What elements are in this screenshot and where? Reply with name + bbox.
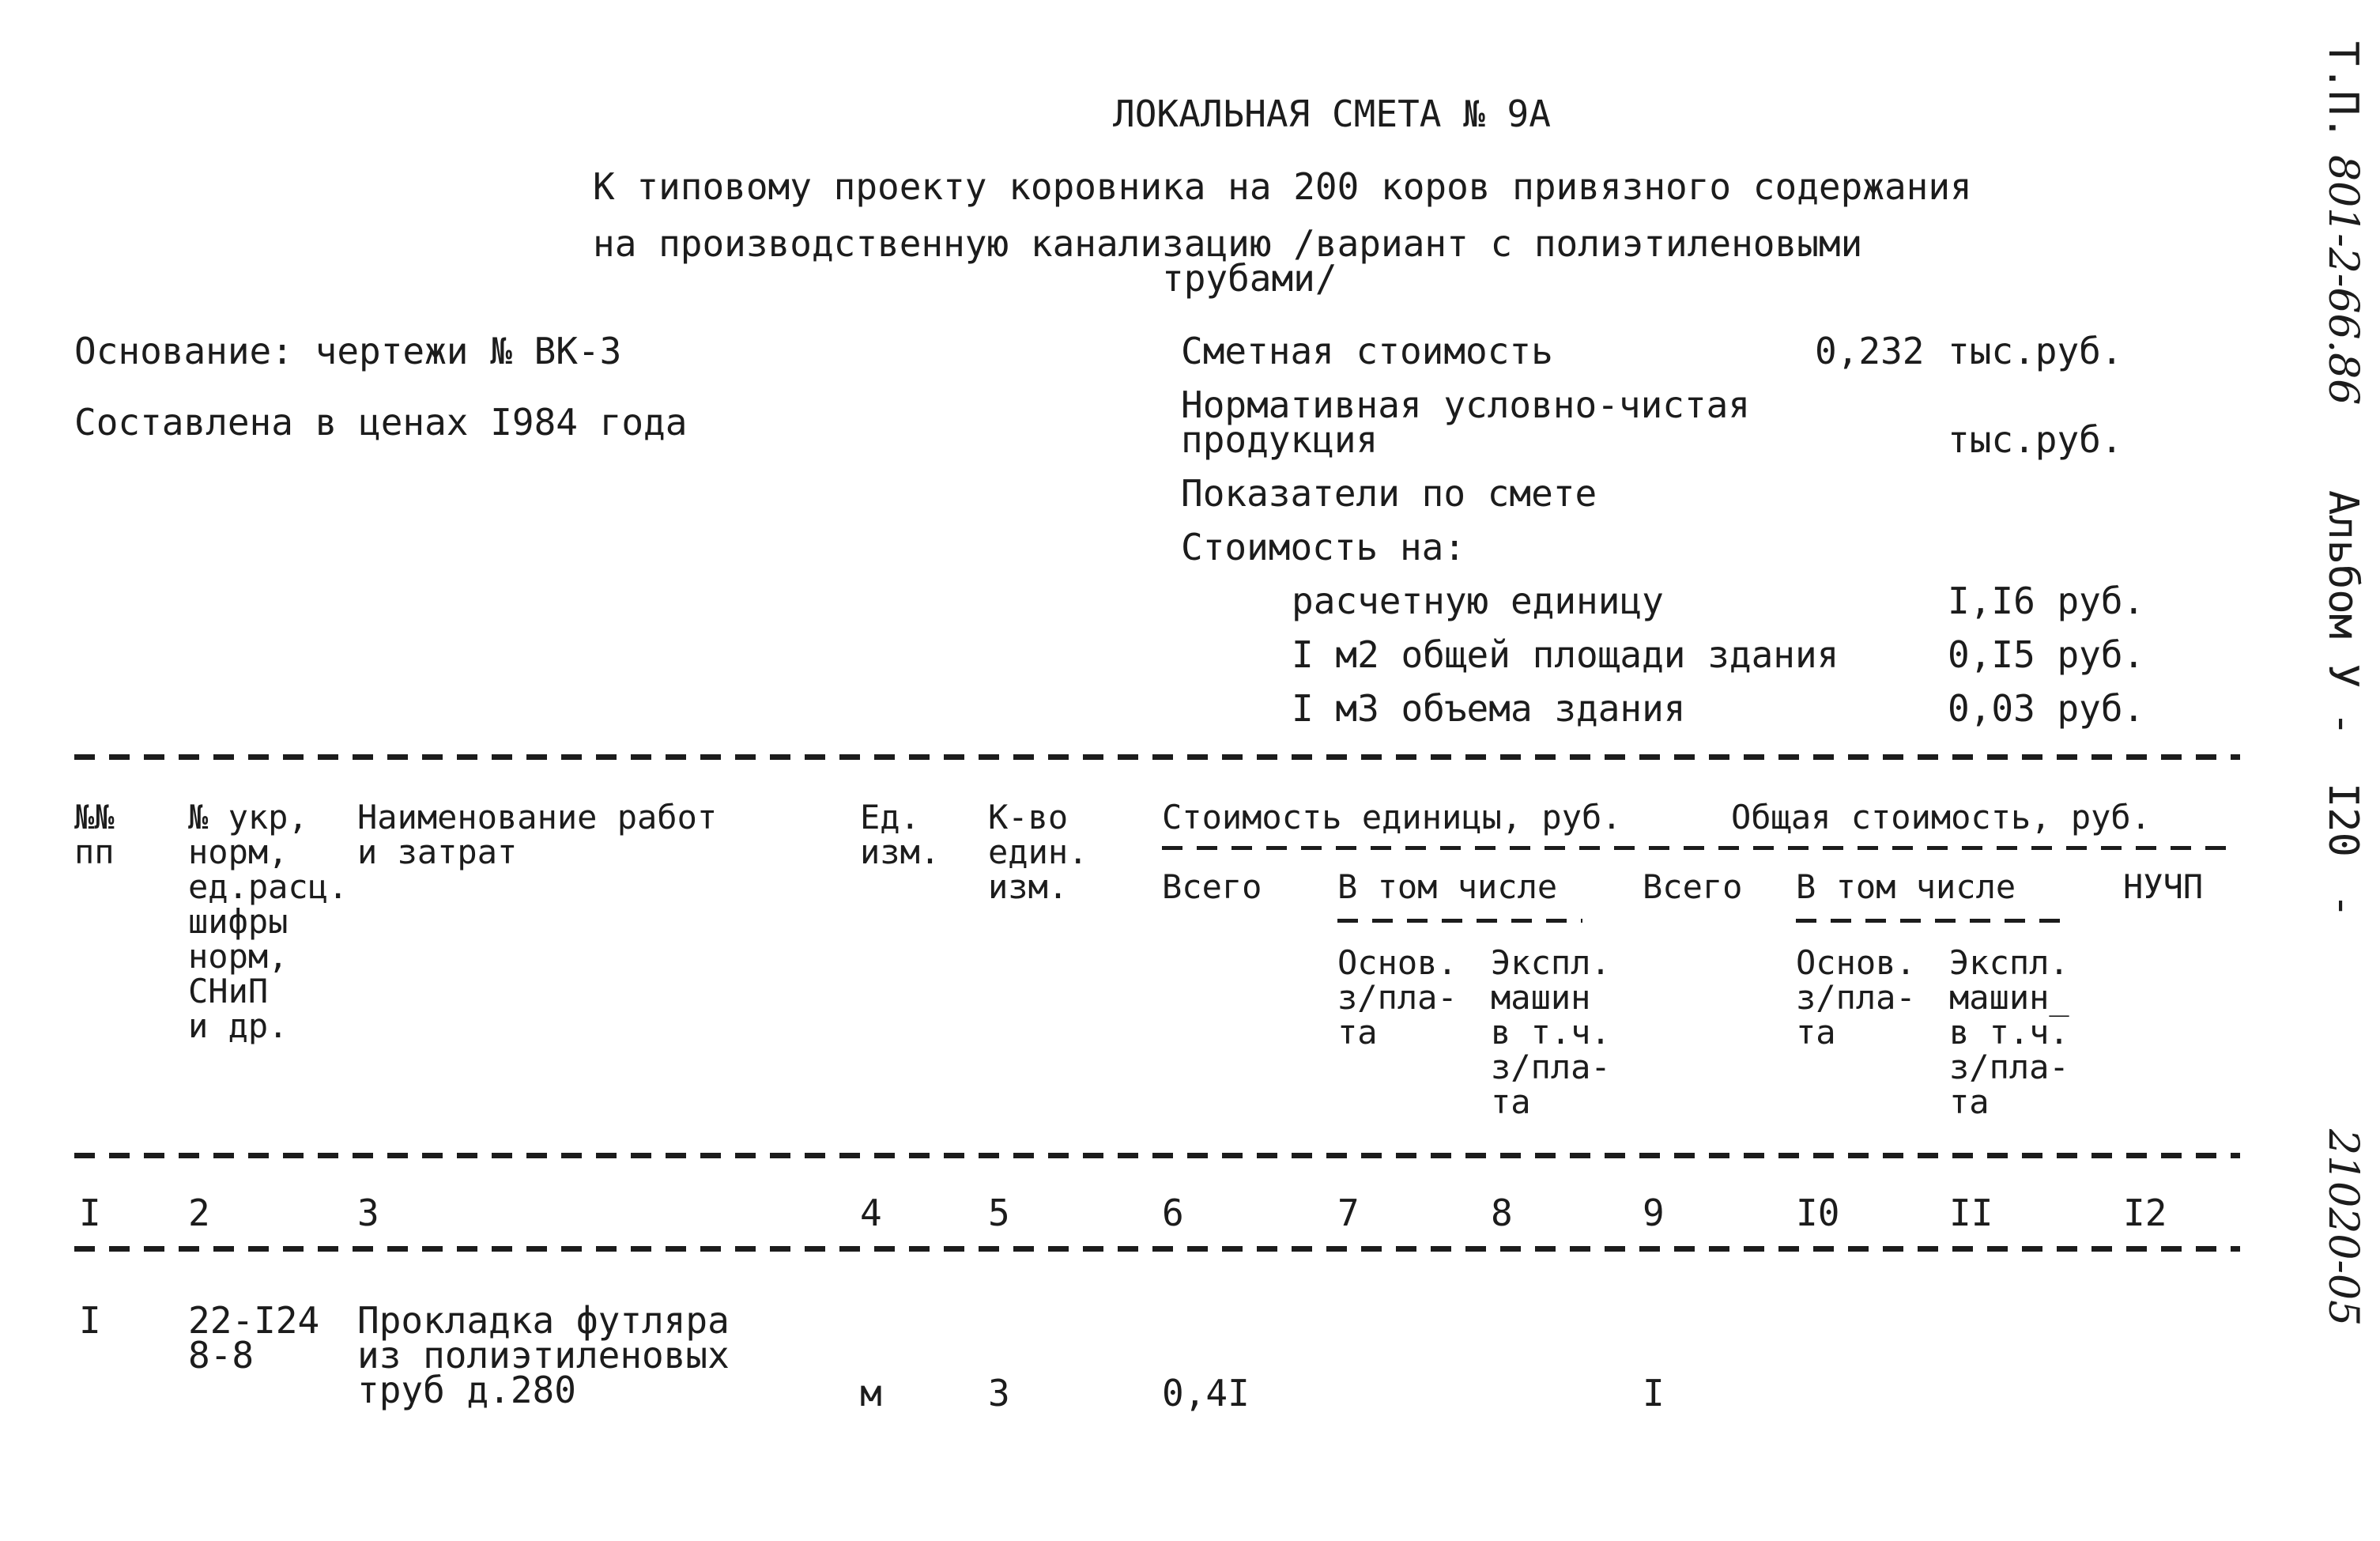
header-bottom-rule [74,1153,2240,1158]
estimate-cost-value: 0,232 [1815,330,1925,372]
margin-tp-number: 801-2-66.86 [2319,155,2367,406]
column-number: 8 [1491,1192,1513,1234]
normative-label-2: продукция [1181,418,1379,461]
unit-machines-line: та [1491,1082,1531,1121]
table-top-rule [74,754,2240,760]
grand-basic-wage-line: та [1796,1013,1836,1052]
row-number: I [79,1299,101,1342]
column-number: 7 [1337,1192,1360,1234]
col5-header-line: един. [988,833,1088,871]
col3-header-line: и затрат [357,833,518,871]
cost-header-rule [1162,846,2240,850]
prices-year-text: Составлена в ценах I984 года [74,401,688,444]
row-code-line: 8-8 [188,1334,255,1377]
unit-basic-wage-line: та [1337,1013,1378,1052]
subtitle-line-3: трубами/ [1162,257,1337,300]
subtitle-line-1: К типовому проекту коровника на 200 коров привязного содержания [593,165,1972,208]
total-cost-header: Общая стоимость, руб. [1731,798,2152,837]
column-number: 5 [988,1192,1010,1234]
unit-incl-header: В том числе [1337,867,1558,906]
row-total: I [1643,1372,1665,1414]
row-name-line: из полиэтиленовых [357,1334,730,1377]
grand-basic-wage-line: з/пла- [1796,978,1916,1017]
margin-doc-number: 21020-05 [2319,1129,2367,1327]
numbers-bottom-rule [74,1246,2240,1252]
unit-total-header: Всего [1162,867,1262,906]
margin-album: Альбом У [2319,490,2367,689]
margin-sep-2: - [2319,893,2367,919]
cost-per-label: Стоимость на: [1181,526,1466,568]
col1-header-line: №№ [74,798,115,837]
per-m2-value: 0,I5 руб. [1948,633,2145,676]
column-number: I0 [1796,1192,1840,1234]
basis-text: Основание: чертежи № ВК-3 [74,330,622,372]
indicators-label: Показатели по смете [1181,472,1597,515]
grand-machines-line: Экспл. [1949,943,2069,982]
unit-basic-wage-line: Основ. [1337,943,1458,982]
col2-header-line: СНиП [188,972,269,1010]
col4-header-line: изм. [860,833,941,871]
row-unit: м [860,1372,882,1414]
per-m2-label: I м2 общей площади здания [1292,633,1839,676]
document-title: ЛОКАЛЬНАЯ СМЕТА № 9А [1113,93,1551,135]
col5-header-line: изм. [988,867,1069,906]
margin-page: I20 [2319,783,2367,857]
per-m3-label: I м3 объема здания [1292,687,1686,730]
normative-label-1: Нормативная условно-чистая [1181,383,1751,426]
unit-machines-line: з/пла- [1491,1048,1611,1086]
grand-machines-line: машин_ [1949,978,2069,1017]
grand-machines-line: з/пла- [1949,1048,2069,1086]
row-qty: 3 [988,1372,1010,1414]
unit-machines-line: в т.ч. [1491,1013,1611,1052]
column-number: 4 [860,1192,882,1234]
per-unit-value: I,I6 руб. [1948,580,2145,622]
column-number: II [1949,1192,1993,1234]
per-m3-value: 0,03 руб. [1948,687,2145,730]
margin-tp: Т.П. [2319,41,2367,141]
col2-header-line: и др. [188,1007,289,1045]
estimate-cost-unit: тыс.руб. [1948,330,2123,372]
col2-header-line: норм, [188,937,289,976]
grand-total-header: Всего [1643,867,1743,906]
row-name-line: Прокладка футляра [357,1299,730,1342]
column-number: 6 [1162,1192,1184,1234]
column-number: I2 [2123,1192,2167,1234]
column-number: 9 [1643,1192,1665,1234]
estimate-cost-label: Сметная стоимость [1181,330,1553,372]
col4-header-line: Ед. [860,798,920,837]
margin-sep-1: - [2319,712,2367,737]
grand-basic-wage-line: Основ. [1796,943,1916,982]
unit-incl-rule [1337,919,1582,923]
row-unit-total: 0,4I [1162,1372,1250,1414]
grand-machines-line: та [1949,1082,1990,1121]
row-code-line: 22-I24 [188,1299,320,1342]
grand-incl-rule [1796,919,2065,923]
grand-incl-header: В том числе [1796,867,2016,906]
unit-machines-line: Экспл. [1491,943,1611,982]
col2-header-line: шифры [188,902,289,941]
col2-header-line: норм, [188,833,289,871]
grand-machines-line: в т.ч. [1949,1013,2069,1052]
nuchp-header: НУЧП [2123,867,2204,906]
column-number: I [79,1192,101,1234]
col5-header-line: К-во [988,798,1069,837]
unit-cost-header: Стоимость единицы, руб. [1162,798,1622,837]
column-number: 2 [188,1192,210,1234]
col1-header-line: пп [74,833,115,871]
col2-header-line: ед.расц. [188,867,349,906]
column-number: 3 [357,1192,379,1234]
col3-header-line: Наименование работ [357,798,718,837]
normative-unit: тыс.руб. [1948,418,2123,461]
subtitle-line-2: на производственную канализацию /вариант с полиэтиленовыми [593,222,1863,265]
per-unit-label: расчетную единицу [1292,580,1664,622]
col2-header-line: № укр, [188,798,308,837]
unit-basic-wage-line: з/пла- [1337,978,1458,1017]
row-name-line: труб д.280 [357,1369,576,1411]
unit-machines-line: машин [1491,978,1591,1017]
